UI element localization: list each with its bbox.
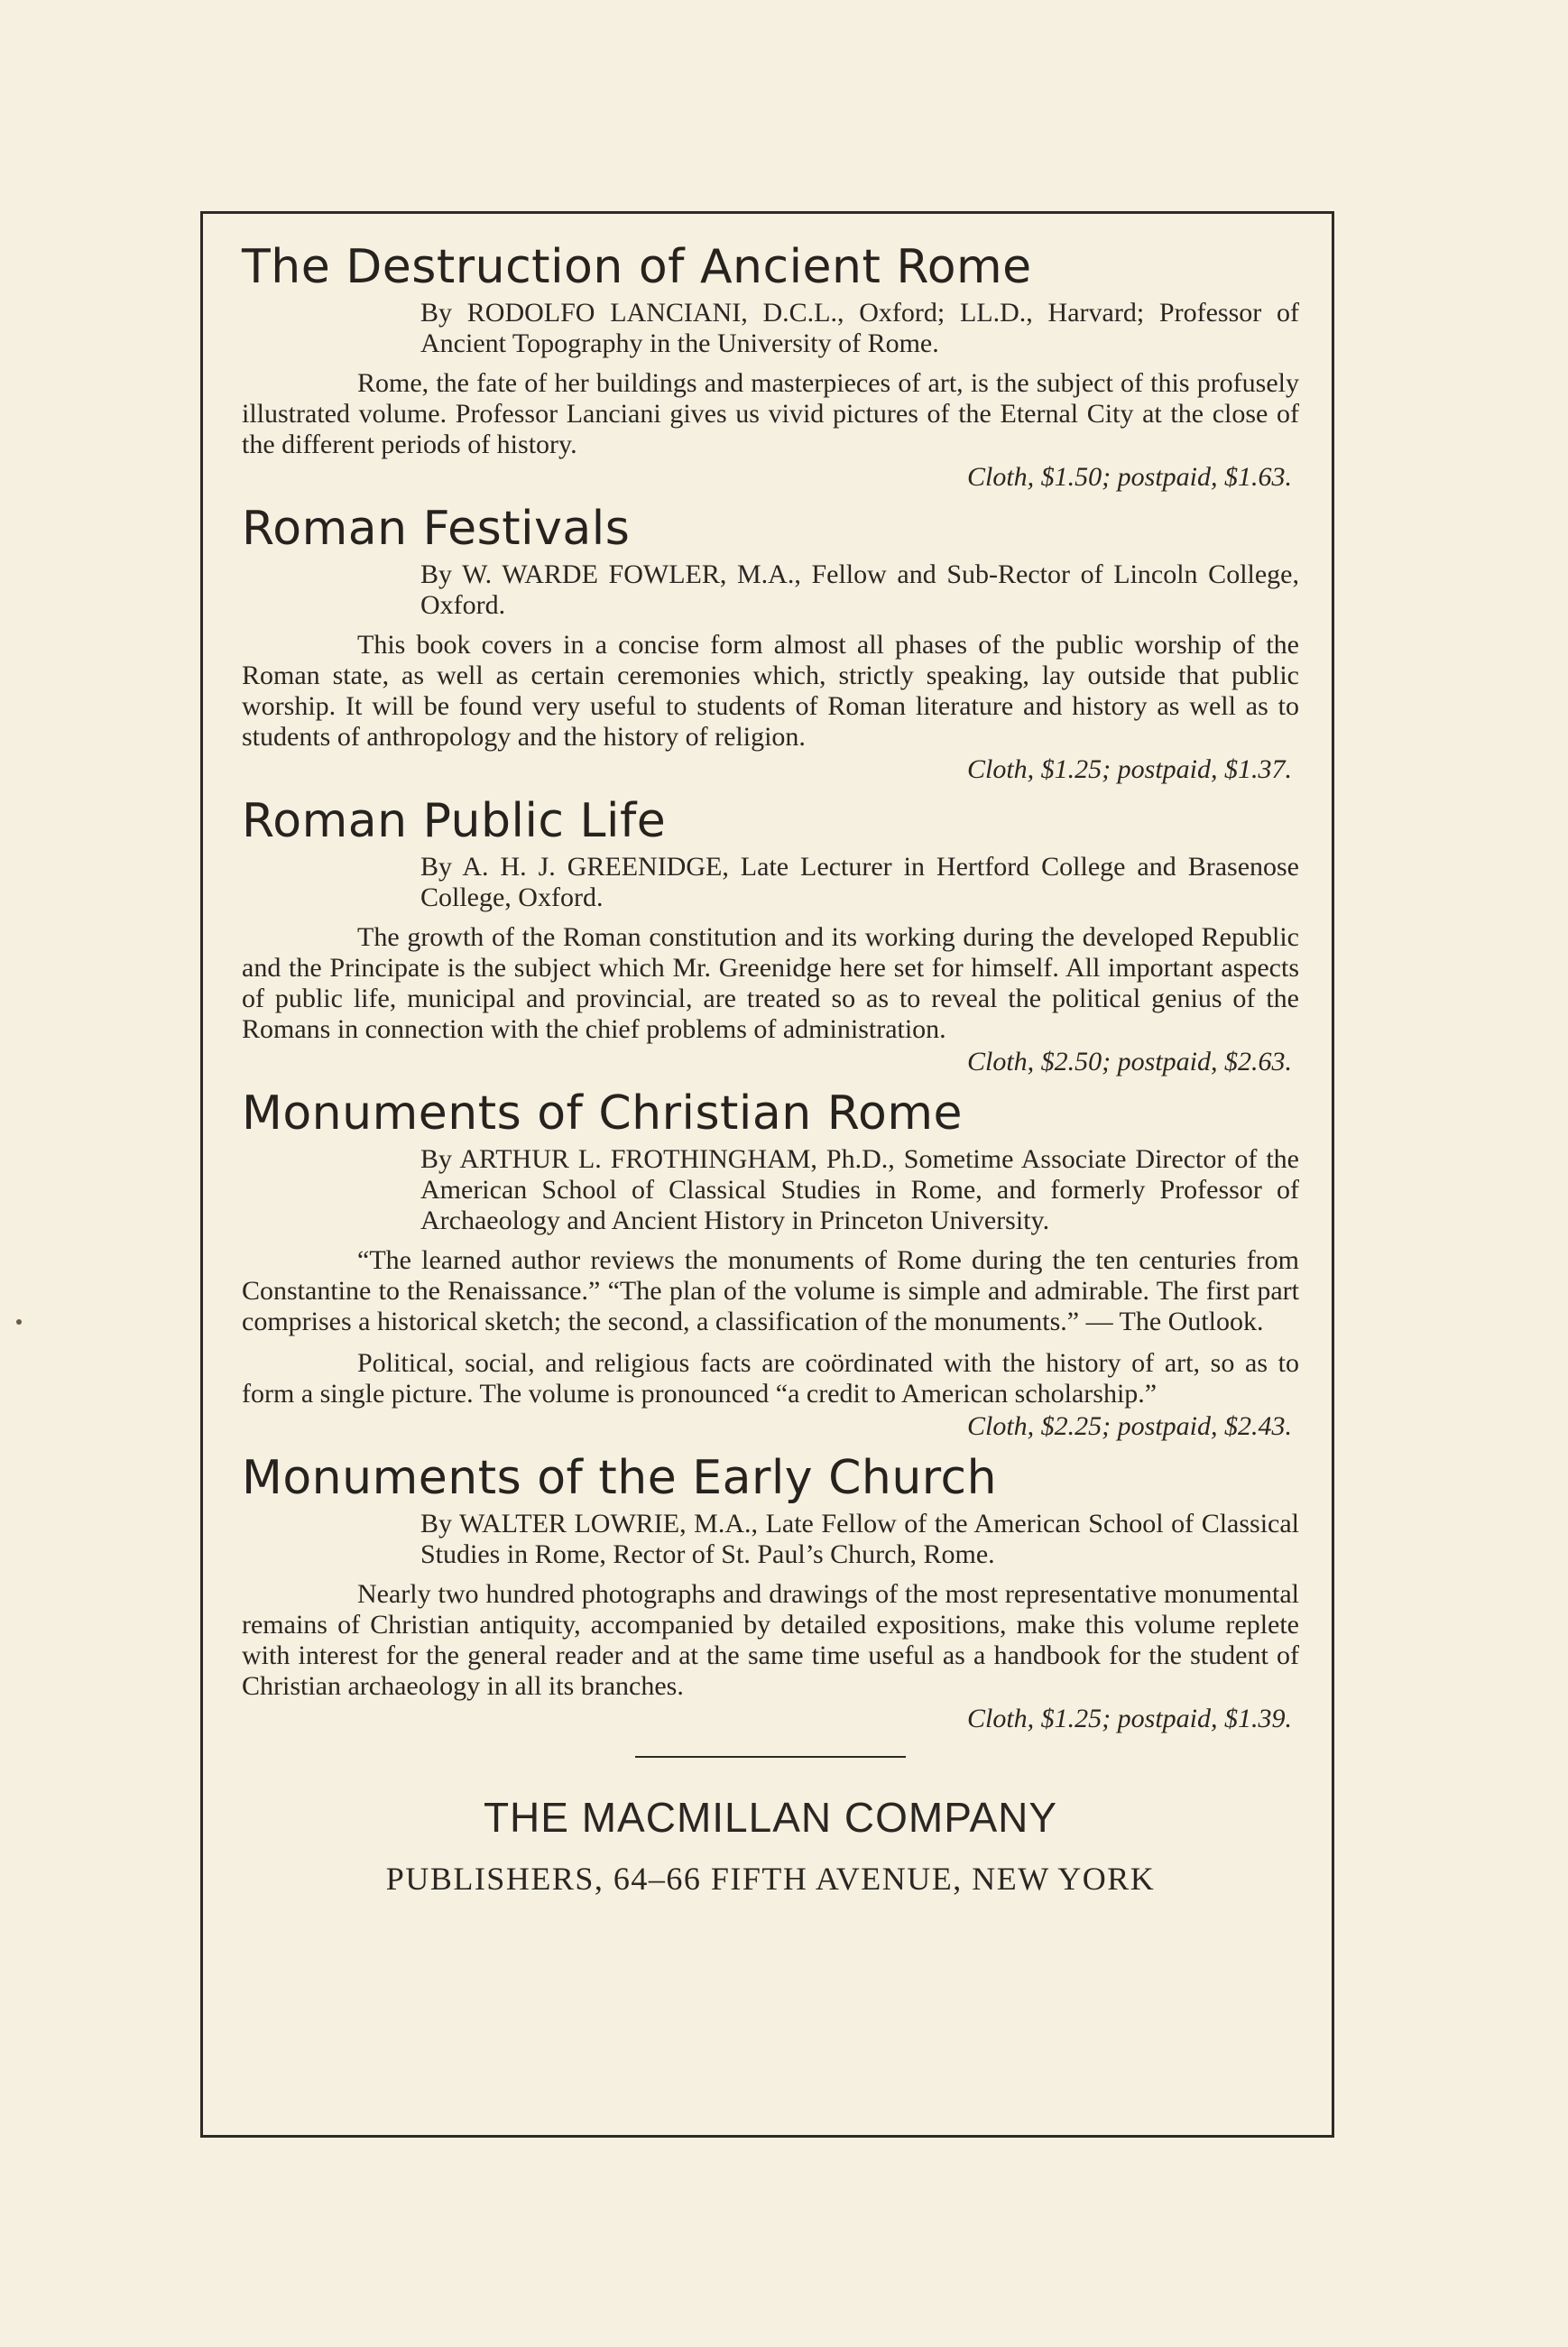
book-title: The Destruction of Ancient Rome [242,240,1032,294]
book-price: Cloth, $1.25; postpaid, $1.37. [966,754,1292,784]
book-byline: By WALTER LOWRIE, M.A., Late Fellow of the American School of Classical Studies in Rome, Rector of St. Paul’s Church, Rome. [420,1509,1299,1569]
book-byline: By A. H. J. GREENIDGE, Late Lecturer in Hertford College and Brasenose College, Oxford. [420,852,1299,912]
book-price: Cloth, $1.25; postpaid, $1.39. [966,1704,1292,1733]
book-entry-roman-festivals [242,498,1299,785]
publisher-name: THE MACMILLAN COMPANY [483,1794,1058,1841]
book-title: Monuments of the Early Church [242,1451,998,1505]
book-price: Cloth, $2.25; postpaid, $2.43. [966,1411,1292,1441]
book-title: Monuments of Christian Rome [242,1086,963,1141]
book-byline: By ARTHUR L. FROTHINGHAM, Ph.D., Sometime Associate Director of the American School of Classical Studies in Rome, and formerly Professor of Archaeology and Ancient History in Princeton University. [420,1144,1299,1235]
book-title: Roman Festivals [242,502,631,556]
page-smudge [16,1319,22,1325]
publisher-address: PUBLISHERS, 64–66 FIFTH AVENUE, NEW YORK [385,1861,1156,1897]
book-description: The growth of the Roman constitution and its working during the developed Republic and the Principate is the subject which Mr. Greenidge here set for himself. All important aspects of public life, municipal and provincial, are treated so as to reveal the political genius of the Romans in connection with the chief problems of administration. [242,922,1299,1044]
book-description: Rome, the fate of her buildings and masterpieces of art, is the subject of this profusely illustrated volume. Professor Lanciani gives us vivid pictures of the Eternal City at the close of the different periods of history. [242,368,1299,459]
book-byline: By W. WARDE FOWLER, M.A., Fellow and Sub-Rector of Lincoln College, Oxford. [420,559,1299,620]
book-description: Political, social, and religious facts are coördinated with the history of art, so as to form a single picture. The volume is pronounced “a credit to American scholarship.” [242,1348,1299,1409]
book-price: Cloth, $2.50; postpaid, $2.63. [966,1047,1292,1076]
section-divider [635,1756,906,1758]
advertisement-content [242,236,1299,1899]
book-entry-monuments-of-the-early-church [242,1447,1299,1734]
book-title: Roman Public Life [242,794,667,848]
book-price: Cloth, $1.50; postpaid, $1.63. [966,462,1292,492]
book-byline: By RODOLFO LANCIANI, D.C.L., Oxford; LL.D., Harvard; Professor of Ancient Topography in the University of Rome. [420,298,1299,358]
book-description: Nearly two hundred photographs and drawings of the most representative monumental remains of Christian antiquity, accompanied by detailed expositions, make this volume replete with interest for the general reader and at the same time useful as a handbook for the student of Christian archaeology in all its branches. [242,1579,1299,1701]
book-entry-destruction-of-ancient-rome [242,236,1299,493]
book-entry-monuments-of-christian-rome [242,1083,1299,1442]
book-description: This book covers in a concise form almost all phases of the public worship of the Roman state, as well as certain ceremonies which, strictly speaking, lay outside that public worship. It will be found very useful to students of Roman literature and history as well as to students of anthropology and the history of religion. [242,630,1299,752]
book-entry-roman-public-life [242,790,1299,1077]
book-review-quote: “The learned author reviews the monuments of Rome during the ten centuries from Constantine to the Renaissance.” “The plan of the volume is simple and admirable. The first part comprises a historical sketch; the second, a classification of the monuments.” — The Outlook. [242,1245,1299,1336]
